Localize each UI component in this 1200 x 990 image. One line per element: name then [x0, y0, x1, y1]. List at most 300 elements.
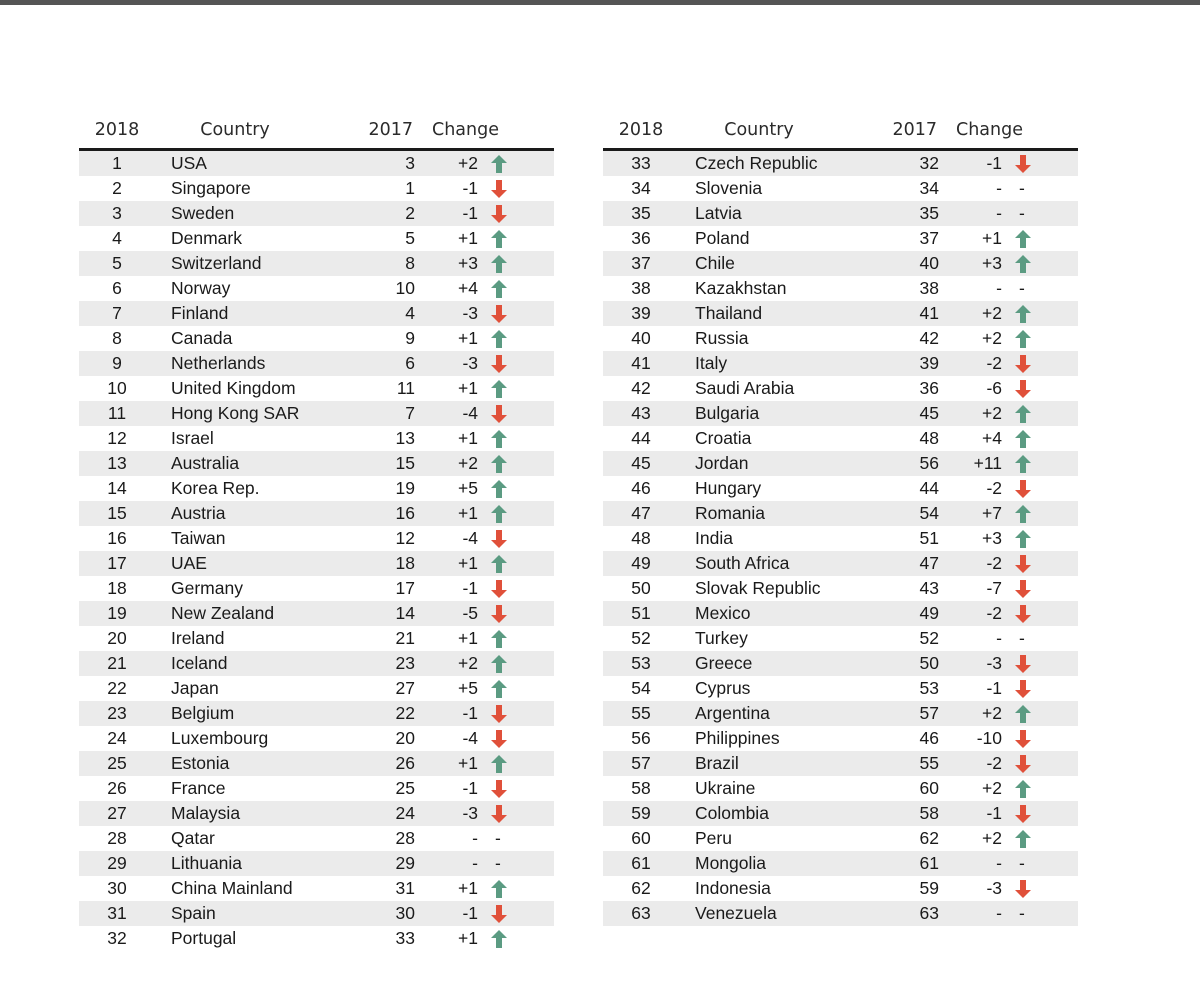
- arrow-down-icon: [1013, 479, 1033, 499]
- rank-2017-cell: 63: [919, 903, 939, 923]
- header-2018: 2018: [94, 120, 140, 140]
- country-cell: Switzerland: [171, 253, 262, 273]
- rank-cell: 21: [107, 653, 127, 673]
- country-cell: Russia: [695, 328, 749, 348]
- rank-cell: 3: [112, 203, 122, 223]
- rank-2017-cell: 37: [919, 228, 939, 248]
- rank-2017-cell: 7: [405, 403, 415, 423]
- rank-2017-cell: 20: [395, 728, 415, 748]
- rank-cell: 36: [631, 228, 651, 248]
- table-row: [603, 351, 1078, 376]
- table-row: [79, 451, 554, 476]
- rank-2017-cell: 45: [919, 403, 939, 423]
- rank-2017-cell: 24: [395, 803, 415, 823]
- country-cell: France: [171, 778, 226, 798]
- change-cell: +1: [458, 328, 478, 348]
- arrow-down-icon: [484, 179, 554, 199]
- arrow-up-icon: [1013, 779, 1033, 799]
- rank-cell: 32: [107, 928, 127, 948]
- country-cell: Italy: [695, 353, 728, 373]
- table-row: [79, 376, 554, 401]
- rank-2017-cell: 51: [919, 528, 939, 548]
- arrow-up-icon: [484, 254, 554, 274]
- rank-2017-cell: 19: [395, 478, 415, 498]
- rank-cell: 51: [631, 603, 651, 623]
- rank-cell: 54: [631, 678, 651, 698]
- change-cell: -3: [462, 803, 478, 823]
- country-cell: Singapore: [171, 178, 251, 198]
- table-row: [79, 751, 554, 776]
- country-cell: Greece: [695, 653, 753, 673]
- table-row: [79, 551, 554, 576]
- arrow-down-icon: [484, 304, 554, 324]
- change-cell: -1: [462, 578, 478, 598]
- change-cell: -1: [462, 178, 478, 198]
- change-cell: -: [996, 853, 1002, 873]
- change-cell: -4: [462, 403, 478, 423]
- arrow-up-icon: [1013, 429, 1033, 449]
- arrow-up-icon: [1008, 329, 1078, 349]
- rank-2017-cell: 14: [395, 603, 415, 623]
- rank-cell: 28: [107, 828, 127, 848]
- table-row: [79, 901, 554, 926]
- arrow-down-icon: [484, 529, 554, 549]
- arrow-down-icon: [1013, 754, 1033, 774]
- rank-2017-cell: 55: [919, 753, 939, 773]
- rank-cell: 22: [107, 678, 127, 698]
- country-cell: Malaysia: [171, 803, 241, 823]
- arrow-up-icon: [1013, 329, 1033, 349]
- table-row: [603, 726, 1078, 751]
- country-cell: Czech Republic: [695, 153, 818, 173]
- table-row: [79, 326, 554, 351]
- arrow-up-icon: [484, 154, 554, 174]
- rank-2017-cell: 27: [395, 678, 415, 698]
- arrow-down-icon: [484, 604, 554, 624]
- rank-2017-cell: 31: [395, 878, 415, 898]
- country-cell: Portugal: [171, 928, 237, 948]
- rank-2017-cell: 58: [919, 803, 939, 823]
- table-row: [79, 201, 554, 226]
- no-change-marker: [1008, 628, 1078, 649]
- table-row: [603, 301, 1078, 326]
- rank-2017-cell: 47: [919, 553, 939, 573]
- arrow-up-icon: [1008, 304, 1078, 324]
- arrow-up-icon: [484, 329, 554, 349]
- rank-2017-cell: 34: [919, 178, 939, 198]
- arrow-down-icon: [1008, 729, 1078, 749]
- country-cell: Ireland: [171, 628, 225, 648]
- country-cell: Hungary: [695, 478, 762, 498]
- table-row: [79, 426, 554, 451]
- rank-cell: 20: [107, 628, 127, 648]
- rank-2017-cell: 32: [919, 153, 939, 173]
- arrow-up-icon: [489, 679, 509, 699]
- arrow-up-icon: [484, 479, 554, 499]
- arrow-up-icon: [1008, 704, 1078, 724]
- ranking-table-left: [79, 112, 554, 951]
- country-cell: Iceland: [171, 653, 228, 673]
- arrow-down-icon: [484, 404, 554, 424]
- table-body: [603, 151, 1078, 926]
- rank-cell: 19: [107, 603, 127, 623]
- change-cell: -6: [986, 378, 1002, 398]
- rank-2017-cell: 50: [919, 653, 939, 673]
- change-cell: -3: [986, 878, 1002, 898]
- country-cell: Turkey: [695, 628, 748, 648]
- change-cell: +3: [982, 253, 1002, 273]
- arrow-up-icon: [1008, 229, 1078, 249]
- table-row: [79, 826, 554, 851]
- change-cell: +1: [982, 228, 1002, 248]
- no-change-dash: -: [495, 853, 501, 873]
- rank-2017-cell: 16: [395, 503, 415, 523]
- arrow-down-icon: [489, 204, 509, 224]
- rank-cell: 52: [631, 628, 651, 648]
- rank-cell: 35: [631, 203, 651, 223]
- table-row: [603, 876, 1078, 901]
- rank-cell: 45: [631, 453, 651, 473]
- table-row: [603, 376, 1078, 401]
- top-rule: [0, 0, 1200, 5]
- country-cell: Belgium: [171, 703, 235, 723]
- rank-2017-cell: 52: [919, 628, 939, 648]
- rank-2017-cell: 25: [395, 778, 415, 798]
- rank-2017-cell: 29: [395, 853, 415, 873]
- table-row: [79, 801, 554, 826]
- arrow-down-icon: [489, 179, 509, 199]
- table-row: [79, 576, 554, 601]
- table-row: [603, 176, 1078, 201]
- table-row: [79, 676, 554, 701]
- arrow-up-icon: [1008, 254, 1078, 274]
- arrow-up-icon: [489, 929, 509, 949]
- arrow-up-icon: [1013, 829, 1033, 849]
- change-cell: -2: [986, 478, 1002, 498]
- rank-cell: 39: [631, 303, 651, 323]
- table-header: [79, 112, 554, 151]
- change-cell: +5: [458, 678, 478, 698]
- table-row: [79, 651, 554, 676]
- change-cell: -: [996, 278, 1002, 298]
- country-cell: Romania: [695, 503, 766, 523]
- country-cell: Spain: [171, 903, 216, 923]
- rank-cell: 29: [107, 853, 127, 873]
- table-row: [79, 476, 554, 501]
- change-cell: +1: [458, 228, 478, 248]
- table-row: [79, 876, 554, 901]
- arrow-up-icon: [1013, 454, 1033, 474]
- change-cell: -: [472, 828, 478, 848]
- country-cell: Taiwan: [171, 528, 226, 548]
- table-row: [603, 851, 1078, 876]
- arrow-up-icon: [489, 454, 509, 474]
- no-change-marker: [1008, 178, 1078, 199]
- arrow-up-icon: [484, 679, 554, 699]
- change-cell: -: [996, 178, 1002, 198]
- arrow-down-icon: [484, 779, 554, 799]
- table-row: [603, 651, 1078, 676]
- rank-cell: 8: [112, 328, 122, 348]
- country-cell: Japan: [171, 678, 219, 698]
- country-cell: Korea Rep.: [171, 478, 260, 498]
- arrow-down-icon: [1013, 554, 1033, 574]
- rank-2017-cell: 1: [405, 178, 415, 198]
- table-row: [603, 151, 1078, 176]
- arrow-down-icon: [484, 904, 554, 924]
- table-row: [603, 701, 1078, 726]
- country-cell: Norway: [171, 278, 231, 298]
- arrow-up-icon: [1008, 429, 1078, 449]
- arrow-down-icon: [1013, 379, 1033, 399]
- rank-2017-cell: 12: [395, 528, 415, 548]
- country-cell: Kazakhstan: [695, 278, 787, 298]
- country-cell: Sweden: [171, 203, 235, 223]
- rank-2017-cell: 42: [919, 328, 939, 348]
- rank-cell: 2: [112, 178, 122, 198]
- table-row: [79, 851, 554, 876]
- arrow-up-icon: [1013, 229, 1033, 249]
- rank-cell: 30: [107, 878, 127, 898]
- country-cell: China Mainland: [171, 878, 293, 898]
- change-cell: -4: [462, 728, 478, 748]
- no-change-dash: -: [1019, 203, 1025, 223]
- table-row: [603, 451, 1078, 476]
- rank-cell: 49: [631, 553, 651, 573]
- change-cell: -3: [462, 303, 478, 323]
- country-cell: Estonia: [171, 753, 230, 773]
- no-change-marker: [1008, 203, 1078, 224]
- arrow-down-icon: [1008, 654, 1078, 674]
- arrow-up-icon: [484, 454, 554, 474]
- table-row: [79, 176, 554, 201]
- rank-2017-cell: 26: [395, 753, 415, 773]
- country-cell: Chile: [695, 253, 735, 273]
- table-row: [603, 776, 1078, 801]
- no-change-dash: -: [495, 828, 501, 848]
- rank-cell: 15: [107, 503, 127, 523]
- rank-2017-cell: 41: [919, 303, 939, 323]
- rank-cell: 18: [107, 578, 127, 598]
- rank-2017-cell: 21: [395, 628, 415, 648]
- rank-2017-cell: 10: [395, 278, 415, 298]
- table-row: [603, 826, 1078, 851]
- no-change-dash: -: [1019, 278, 1025, 298]
- change-cell: -1: [462, 903, 478, 923]
- rank-2017-cell: 13: [395, 428, 415, 448]
- country-cell: United Kingdom: [171, 378, 296, 398]
- rank-2017-cell: 59: [919, 878, 939, 898]
- country-cell: Brazil: [695, 753, 739, 773]
- rank-cell: 33: [631, 153, 651, 173]
- country-cell: UAE: [171, 553, 207, 573]
- arrow-down-icon: [489, 354, 509, 374]
- rank-2017-cell: 3: [405, 153, 415, 173]
- rank-cell: 43: [631, 403, 651, 423]
- change-cell: +1: [458, 553, 478, 573]
- rank-2017-cell: 33: [395, 928, 415, 948]
- change-cell: -1: [986, 803, 1002, 823]
- arrow-down-icon: [489, 579, 509, 599]
- rank-cell: 9: [112, 353, 122, 373]
- change-cell: -3: [462, 353, 478, 373]
- rank-2017-cell: 8: [405, 253, 415, 273]
- arrow-down-icon: [484, 579, 554, 599]
- country-cell: Australia: [171, 453, 240, 473]
- change-cell: -1: [986, 153, 1002, 173]
- change-cell: +4: [982, 428, 1002, 448]
- change-cell: +2: [982, 303, 1002, 323]
- header-2018: 2018: [618, 120, 664, 140]
- rank-2017-cell: 17: [395, 578, 415, 598]
- rank-cell: 50: [631, 578, 651, 598]
- header-2017: 2017: [892, 120, 937, 140]
- arrow-down-icon: [1008, 579, 1078, 599]
- rank-2017-cell: 35: [919, 203, 939, 223]
- arrow-up-icon: [1008, 504, 1078, 524]
- rank-2017-cell: 2: [405, 203, 415, 223]
- rank-cell: 60: [631, 828, 651, 848]
- country-cell: Croatia: [695, 428, 752, 448]
- no-change-dash: -: [1019, 903, 1025, 923]
- rank-2017-cell: 44: [919, 478, 939, 498]
- arrow-up-icon: [484, 504, 554, 524]
- no-change-marker: [1008, 278, 1078, 299]
- arrow-up-icon: [484, 629, 554, 649]
- rank-cell: 48: [631, 528, 651, 548]
- rank-cell: 37: [631, 253, 651, 273]
- rank-cell: 46: [631, 478, 651, 498]
- country-cell: Poland: [695, 228, 750, 248]
- arrow-up-icon: [484, 429, 554, 449]
- rank-2017-cell: 4: [405, 303, 415, 323]
- change-cell: +2: [982, 778, 1002, 798]
- rank-cell: 25: [107, 753, 127, 773]
- arrow-down-icon: [1008, 479, 1078, 499]
- rank-2017-cell: 5: [405, 228, 415, 248]
- rank-2017-cell: 53: [919, 678, 939, 698]
- rank-cell: 16: [107, 528, 127, 548]
- arrow-up-icon: [489, 504, 509, 524]
- arrow-up-icon: [489, 554, 509, 574]
- arrow-up-icon: [489, 379, 509, 399]
- table-row: [603, 901, 1078, 926]
- rank-2017-cell: 54: [919, 503, 939, 523]
- arrow-up-icon: [1013, 529, 1033, 549]
- change-cell: +2: [982, 328, 1002, 348]
- change-cell: +3: [458, 253, 478, 273]
- header-country: Country: [724, 120, 794, 140]
- arrow-up-icon: [489, 254, 509, 274]
- country-cell: Slovak Republic: [695, 578, 821, 598]
- change-cell: +2: [982, 403, 1002, 423]
- arrow-down-icon: [484, 729, 554, 749]
- no-change-marker: [1008, 853, 1078, 874]
- change-cell: +2: [458, 153, 478, 173]
- rank-2017-cell: 61: [919, 853, 939, 873]
- table-row: [603, 576, 1078, 601]
- country-cell: Thailand: [695, 303, 763, 323]
- table-row: [79, 601, 554, 626]
- arrow-down-icon: [489, 529, 509, 549]
- table-row: [603, 426, 1078, 451]
- arrow-down-icon: [1013, 679, 1033, 699]
- rank-cell: 47: [631, 503, 651, 523]
- table-row: [79, 776, 554, 801]
- arrow-down-icon: [1013, 804, 1033, 824]
- arrow-up-icon: [484, 229, 554, 249]
- arrow-down-icon: [1013, 654, 1033, 674]
- rank-2017-cell: 15: [395, 453, 415, 473]
- table-row: [603, 526, 1078, 551]
- change-cell: -: [996, 903, 1002, 923]
- table-row: [603, 201, 1078, 226]
- country-cell: Philippines: [695, 728, 780, 748]
- header-2017: 2017: [368, 120, 413, 140]
- table-row: [79, 626, 554, 651]
- table-row: [79, 151, 554, 176]
- rank-cell: 42: [631, 378, 651, 398]
- rank-cell: 38: [631, 278, 651, 298]
- rank-2017-cell: 57: [919, 703, 939, 723]
- arrow-up-icon: [489, 279, 509, 299]
- arrow-down-icon: [1013, 729, 1033, 749]
- rank-2017-cell: 18: [395, 553, 415, 573]
- arrow-up-icon: [1013, 704, 1033, 724]
- rank-cell: 14: [107, 478, 127, 498]
- country-cell: Luxembourg: [171, 728, 269, 748]
- change-cell: -: [996, 628, 1002, 648]
- country-cell: New Zealand: [171, 603, 275, 623]
- arrow-up-icon: [1013, 254, 1033, 274]
- rank-2017-cell: 22: [395, 703, 415, 723]
- table-row: [603, 626, 1078, 651]
- table-row: [79, 926, 554, 951]
- country-cell: Cyprus: [695, 678, 751, 698]
- table-row: [79, 501, 554, 526]
- table-row: [603, 501, 1078, 526]
- table-row: [79, 226, 554, 251]
- arrow-down-icon: [1013, 879, 1033, 899]
- country-cell: Hong Kong SAR: [171, 403, 300, 423]
- rank-cell: 53: [631, 653, 651, 673]
- country-cell: Saudi Arabia: [695, 378, 795, 398]
- table-row: [79, 701, 554, 726]
- header-change: Change: [955, 120, 1023, 140]
- arrow-down-icon: [489, 704, 509, 724]
- country-cell: Mongolia: [695, 853, 767, 873]
- table-body: [79, 151, 554, 951]
- arrow-up-icon: [489, 754, 509, 774]
- change-cell: +1: [458, 878, 478, 898]
- rank-2017-cell: 28: [395, 828, 415, 848]
- change-cell: -10: [976, 728, 1002, 748]
- rank-2017-cell: 23: [395, 653, 415, 673]
- rank-cell: 63: [631, 903, 651, 923]
- country-cell: Germany: [171, 578, 243, 598]
- table-row: [603, 476, 1078, 501]
- rank-2017-cell: 56: [919, 453, 939, 473]
- rank-2017-cell: 48: [919, 428, 939, 448]
- change-cell: +2: [982, 703, 1002, 723]
- arrow-down-icon: [489, 404, 509, 424]
- country-cell: India: [695, 528, 733, 548]
- change-cell: -2: [986, 353, 1002, 373]
- table-row: [603, 676, 1078, 701]
- arrow-up-icon: [489, 629, 509, 649]
- arrow-down-icon: [1008, 379, 1078, 399]
- no-change-marker: [484, 828, 554, 849]
